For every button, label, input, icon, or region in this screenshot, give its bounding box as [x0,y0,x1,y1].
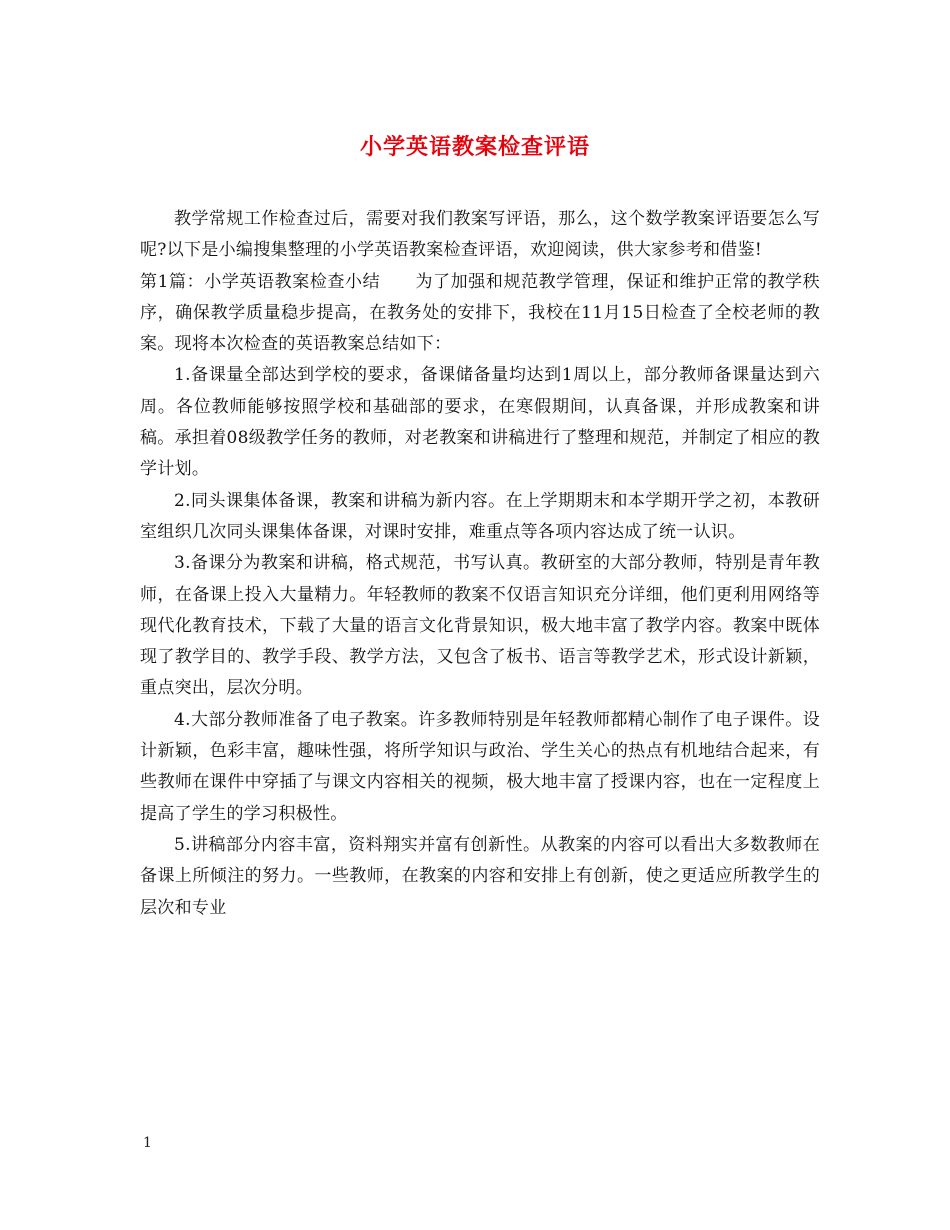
paragraph: 第1篇：小学英语教案检查小结 为了加强和规范教学管理，保证和维护正常的教学秩序，确保教学质量稳步提高，在教务处的安排下，我校在11月15日检查了全校老师的教案。现将本次检查的英语教案总结如下： [140,271,820,355]
page-number: 1 [143,1135,152,1151]
document-body [140,204,820,924]
paragraph: 1.备课量全部达到学校的要求，备课储备量均达到1周以上，部分教师备课量达到六周。各位教师能够按照学校和基础部的要求，在寒假期间，认真备课，并形成教案和讲稿。承担着08级教学任务的教师，对老教案和讲稿进行了整理和规范，并制定了相应的教学计划。 [140,365,820,480]
document-title: 小学英语教案检查评语 [359,134,590,160]
paragraph: 5.讲稿部分内容丰富，资料翔实并富有创新性。从教案的内容可以看出大多数教师在备课上所倾注的努力。一些教师，在教案的内容和安排上有创新，使之更适应所教学生的层次和专业 [140,834,820,918]
paragraph: 4.大部分教师准备了电子教案。许多教师特别是年轻教师都精心制作了电子课件。设计新颖，色彩丰富，趣味性强，将所学知识与政治、学生关心的热点有机地结合起来，有些教师在课件中穿插了与课文内容相关的视频，极大地丰富了授课内容，也在一定程度上提高了学生的学习积极性。 [140,709,820,824]
paragraph: 教学常规工作检查过后，需要对我们教案写评语，那么，这个数学教案评语要怎么写呢?以下是小编搜集整理的小学英语教案检查评语，欢迎阅读，供大家参考和借鉴! [140,209,820,261]
paragraph: 3.备课分为教案和讲稿，格式规范，书写认真。教研室的大部分教师，特别是青年教师，在备课上投入大量精力。年轻教师的教案不仅语言知识充分详细，他们更利用网络等现代化教育技术，下载了大量的语言文化背景知识，极大地丰富了教学内容。教案中既体现了教学目的、教学手段、教学方法，又包含了板书、语言等教学艺术，形式设计新颖，重点突出，层次分明。 [140,553,820,699]
paragraph: 2.同头课集体备课，教案和讲稿为新内容。在上学期期末和本学期开学之初，本教研室组织几次同头课集体备课，对课时安排，难重点等各项内容达成了统一认识。 [140,490,820,542]
